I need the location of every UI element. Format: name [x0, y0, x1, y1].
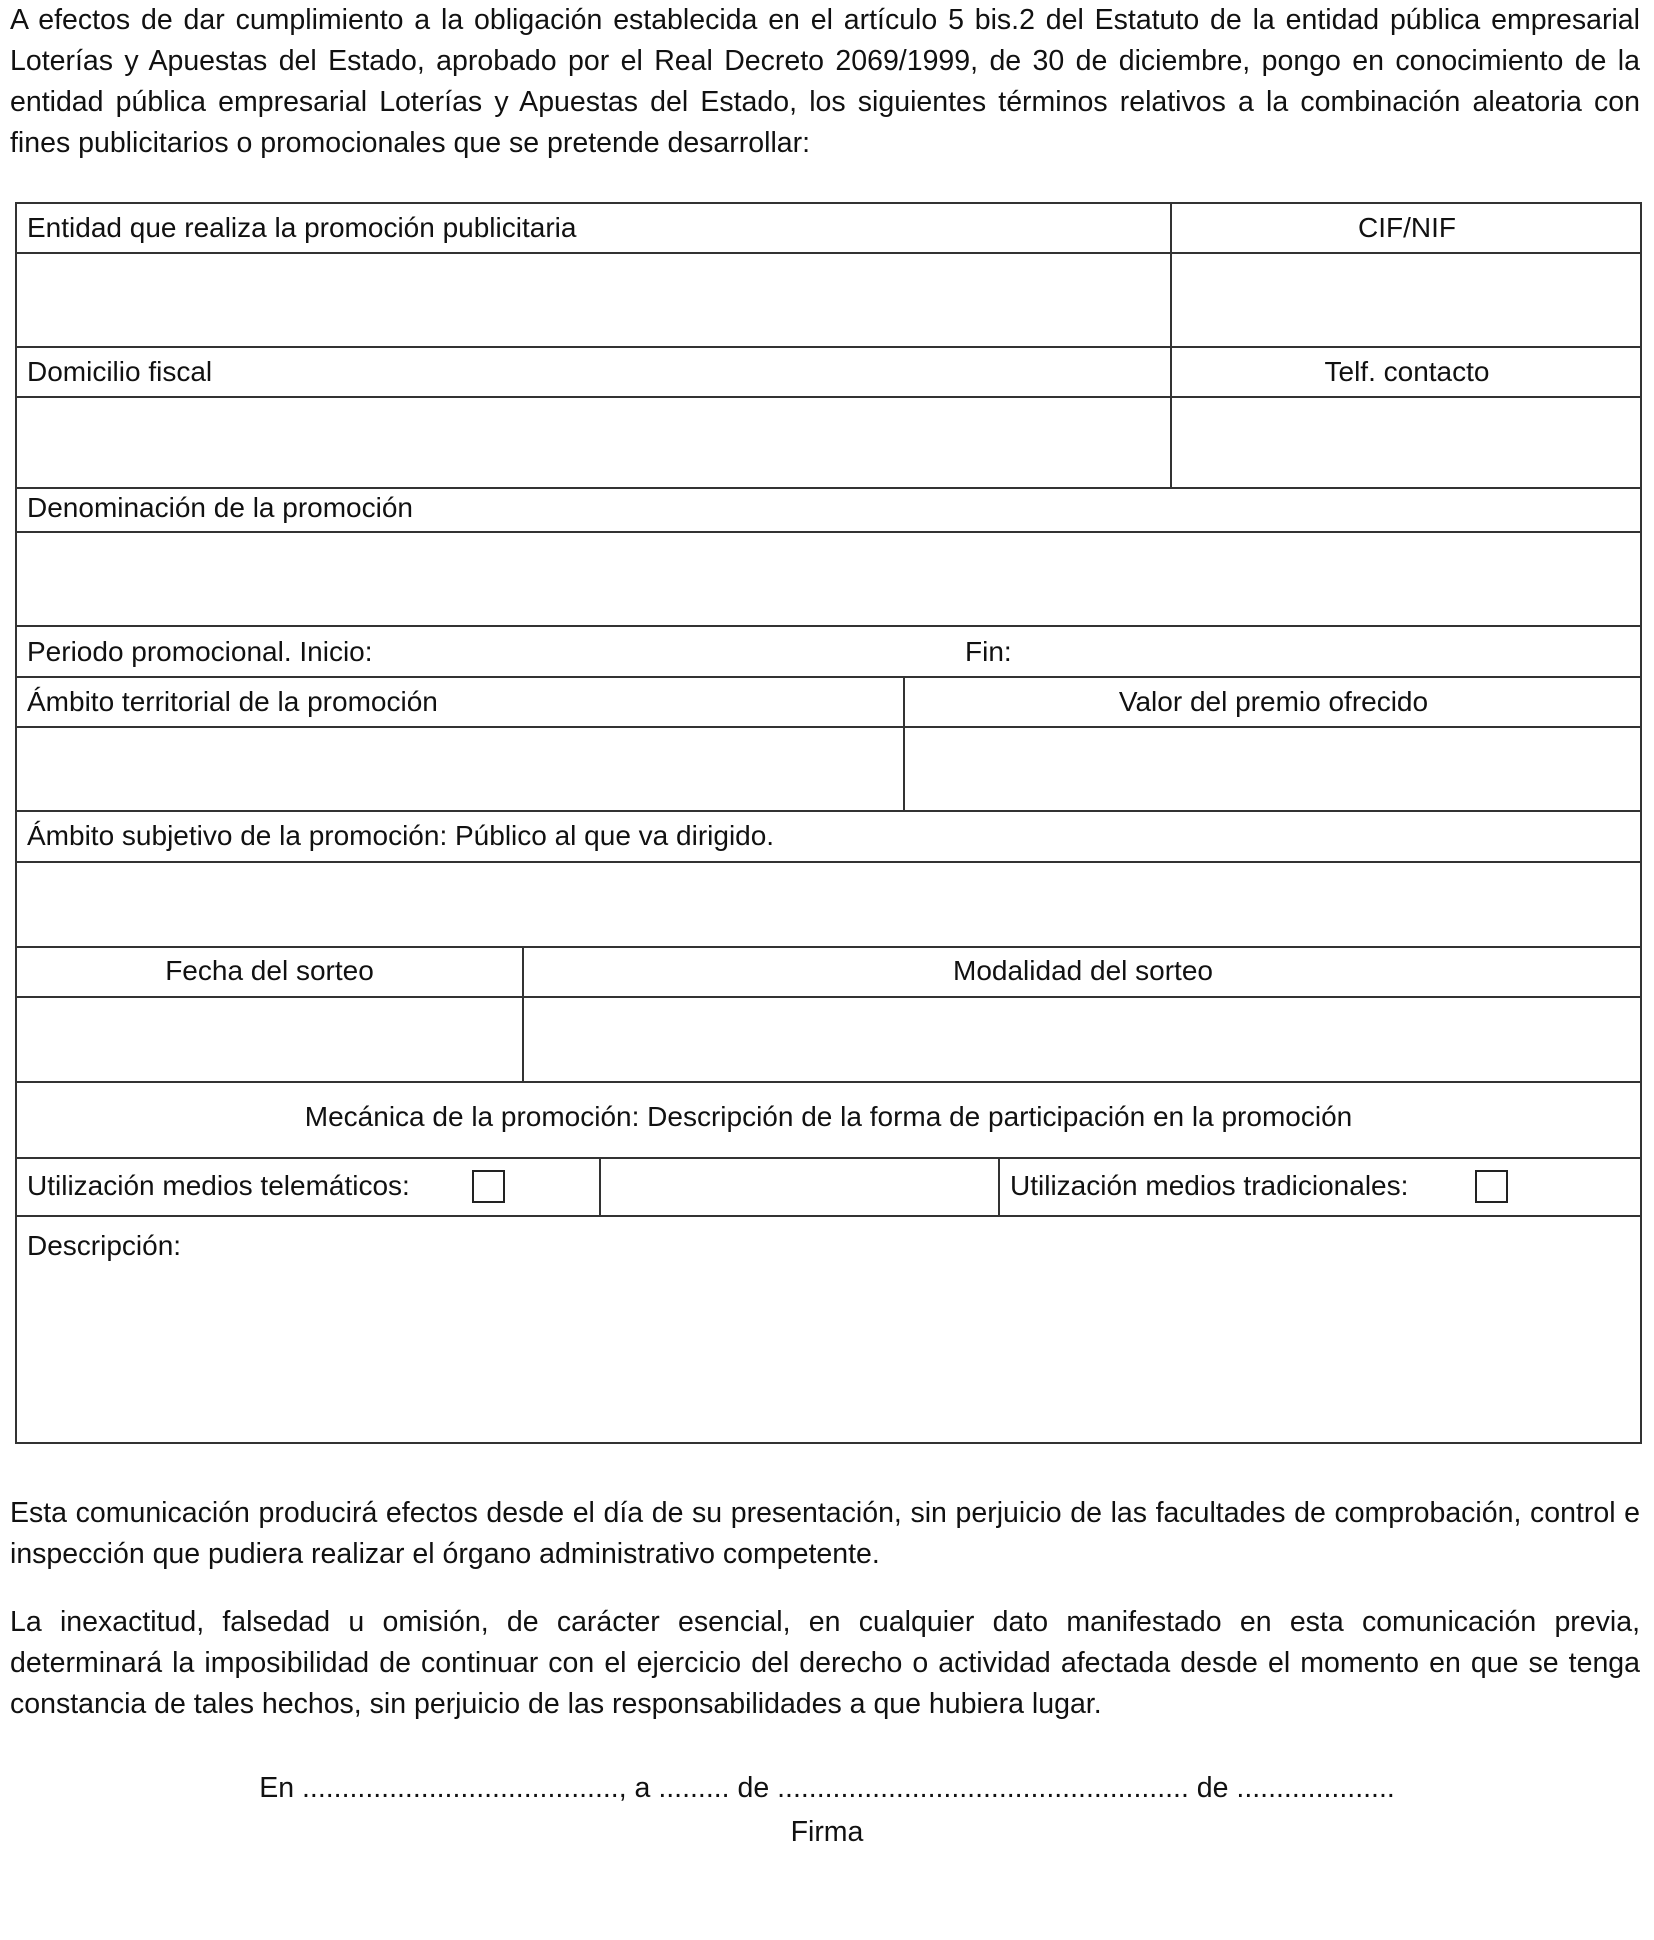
intro-paragraph: A efectos de dar cumplimiento a la obligación establecida en el artículo 5 bis.2 del Estatuto de la entidad pública empresarial Loterías y Apuestas del Estado, aprobado por el Real Decreto 2069/1999, de 30 de diciembre, pongo en conocimiento de la entidad pública empresarial Loterías y Apuestas del Estado, los siguientes términos relativos a la combinación aleatoria con fines publicitarios o promocionales que se pretende desarrollar: [10, 4, 1640, 159]
row-divider [17, 1081, 1640, 1083]
row-divider [17, 1215, 1640, 1217]
draw-mode-field[interactable] [524, 998, 1642, 1081]
period-start-label: Periodo promocional. Inicio: [27, 636, 373, 667]
promo-name-label: Denominación de la promoción [27, 492, 413, 523]
entity-label: Entidad que realiza la promoción publicitaria [27, 212, 577, 243]
row-divider [17, 810, 1640, 812]
prize-value-field[interactable] [905, 728, 1642, 810]
domicile-label: Domicilio fiscal [27, 356, 213, 387]
row-divider [17, 487, 1640, 489]
promotion-form [15, 202, 1642, 1444]
cif-label: CIF/NIF [1358, 212, 1456, 243]
column-divider [998, 1157, 1000, 1215]
cif-field[interactable] [1172, 254, 1642, 346]
phone-label: Telf. contacto [1324, 356, 1490, 387]
middle-field[interactable] [601, 1159, 998, 1215]
territorial-label: Ámbito territorial de la promoción [27, 686, 438, 717]
row-divider [17, 676, 1640, 678]
territorial-field[interactable] [17, 728, 903, 810]
entity-field[interactable] [17, 254, 1170, 346]
promo-name-field[interactable] [17, 533, 1640, 625]
row-divider [17, 946, 1640, 948]
phone-field[interactable] [1172, 398, 1642, 487]
signature-label: Firma [790, 1816, 864, 1848]
period-start-field[interactable] [437, 627, 937, 676]
prize-value-label: Valor del premio ofrecido [1118, 686, 1429, 717]
period-end-field[interactable] [1022, 627, 1632, 676]
mechanics-label: Mecánica de la promoción: Descripción de la forma de participación en la promoción [304, 1101, 1353, 1132]
subjective-field[interactable] [17, 863, 1640, 946]
domicile-field[interactable] [17, 398, 1170, 487]
draw-date-label: Fecha del sorteo [165, 955, 374, 986]
telematic-checkbox[interactable] [472, 1170, 505, 1203]
draw-date-field[interactable] [17, 998, 522, 1081]
place-date-line: En ........................................, a ......... de .................................................... de .................... [259, 1772, 1395, 1804]
telematic-label: Utilización medios telemáticos: [27, 1170, 410, 1201]
inaccuracy-paragraph: La inexactitud, falsedad u omisión, de carácter esencial, en cualquier dato manifestado en esta comunicación previa, determinará la imposibilidad de continuar con el ejercicio del derecho o actividad afectada desde el momento en que se tenga constancia de tales hechos, sin perjuicio de las responsabilidades a que hubiera lugar. [10, 1606, 1640, 1720]
description-field[interactable] [17, 1264, 1640, 1442]
traditional-label: Utilización medios tradicionales: [1010, 1170, 1409, 1201]
subjective-label: Ámbito subjetivo de la promoción: Público al que va dirigido. [27, 820, 775, 851]
row-divider [17, 346, 1640, 348]
description-label: Descripción: [27, 1230, 182, 1261]
traditional-checkbox[interactable] [1475, 1170, 1508, 1203]
draw-mode-label: Modalidad del sorteo [953, 955, 1213, 986]
period-end-label: Fin: [965, 636, 1012, 667]
effects-paragraph: Esta comunicación producirá efectos desde el día de su presentación, sin perjuicio de las facultades de comprobación, control e inspección que pudiera realizar el órgano administrativo competente. [10, 1497, 1640, 1570]
